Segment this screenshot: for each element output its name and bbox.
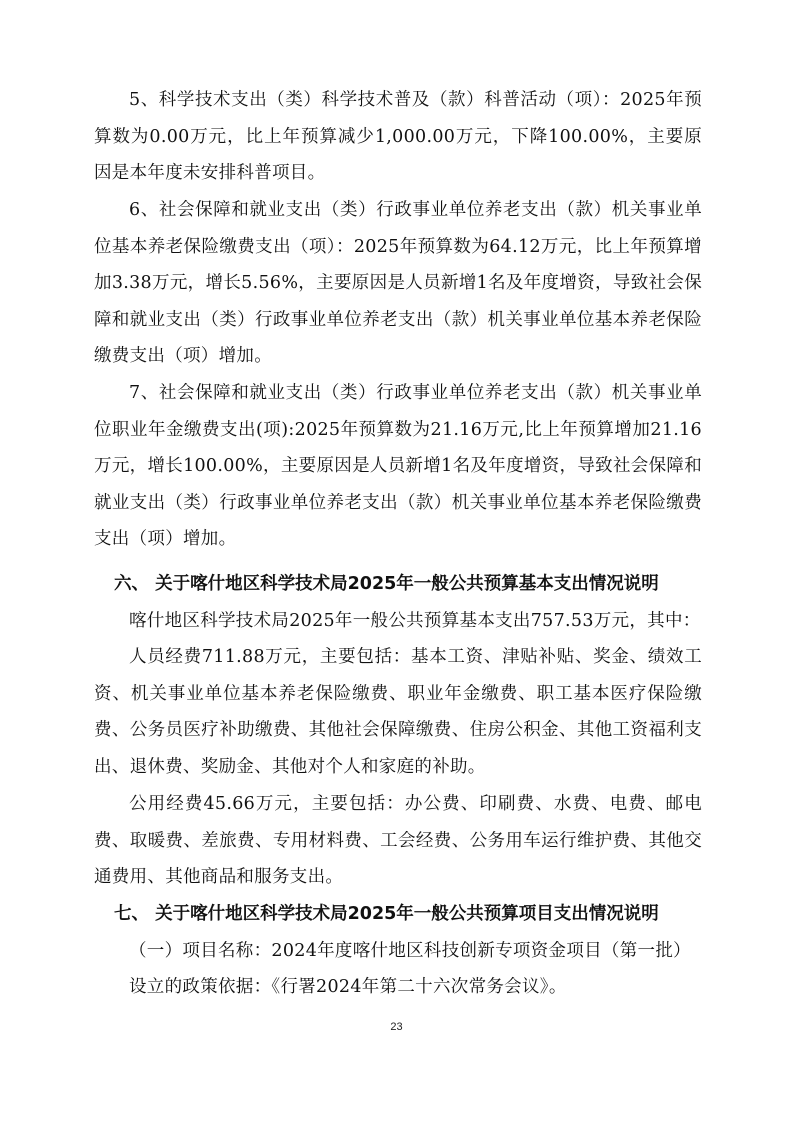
- basic-expenditure-total: 喀什地区科学技术局2025年一般公共预算基本支出757.53万元，其中：: [129, 611, 701, 631]
- paragraph-item-7: 7、社会保障和就业支出（类）行政事业单位养老支出（款）机关事业单位职业年金缴费支出(项):2025年预算数为21.16万元,比上年预算增加21.16万元，增长100.00%，主要原因是人员新增1名及年度增资，导致社会保障和就业支出（类）行政事业单位养老支出（款）机关事业单位基本养老保险缴费支出（项）增加。: [94, 383, 702, 550]
- personnel-expenditure-paragraph: 人员经费711.88万元，主要包括：基本工资、津贴补贴、奖金、绩效工资、机关事业单位基本养老保险缴费、职业年金缴费、职工基本医疗保险缴费、公务员医疗补助缴费、其他社会保障缴费、住房公积金、其他工资福利支出、退休费、奖励金、其他对个人和家庭的补助。: [94, 647, 702, 777]
- section-heading-6: 六、 关于喀什地区科学技术局2025年一般公共预算基本支出情况说明: [114, 574, 659, 594]
- policy-basis: 设立的政策依据：《行署2024年第二十六次常务会议》。: [129, 977, 567, 997]
- project-name: （一）项目名称：2024年度喀什地区科技创新专项资金项目（第一批）: [129, 941, 691, 961]
- section-heading-7: 七、 关于喀什地区科学技术局2025年一般公共预算项目支出情况说明: [114, 904, 659, 924]
- page-number: 23: [390, 1021, 403, 1033]
- paragraph-item-6: 6、社会保障和就业支出（类）行政事业单位养老支出（款）机关事业单位基本养老保险缴费支出（项）：2025年预算数为64.12万元，比上年预算增加3.38万元，增长5.56%，主要原因是人员新增1名及年度增资，导致社会保障和就业支出（类）行政事业单位养老支出（款）机关事业单位基本养老保险缴费支出（项）增加。: [94, 200, 702, 367]
- paragraph-item-5: 5、科学技术支出（类）科学技术普及（款）科普活动（项）：2025年预算数为0.00万元，比上年预算减少1,000.00万元，下降100.00%，主要原因是本年度未安排科普项目。: [94, 90, 702, 184]
- public-expenditure-paragraph: 公用经费45.66万元，主要包括：办公费、印刷费、水费、电费、邮电费、取暖费、差旅费、专用材料费、工会经费、公务用车运行维护费、其他交通费用、其他商品和服务支出。: [94, 794, 702, 888]
